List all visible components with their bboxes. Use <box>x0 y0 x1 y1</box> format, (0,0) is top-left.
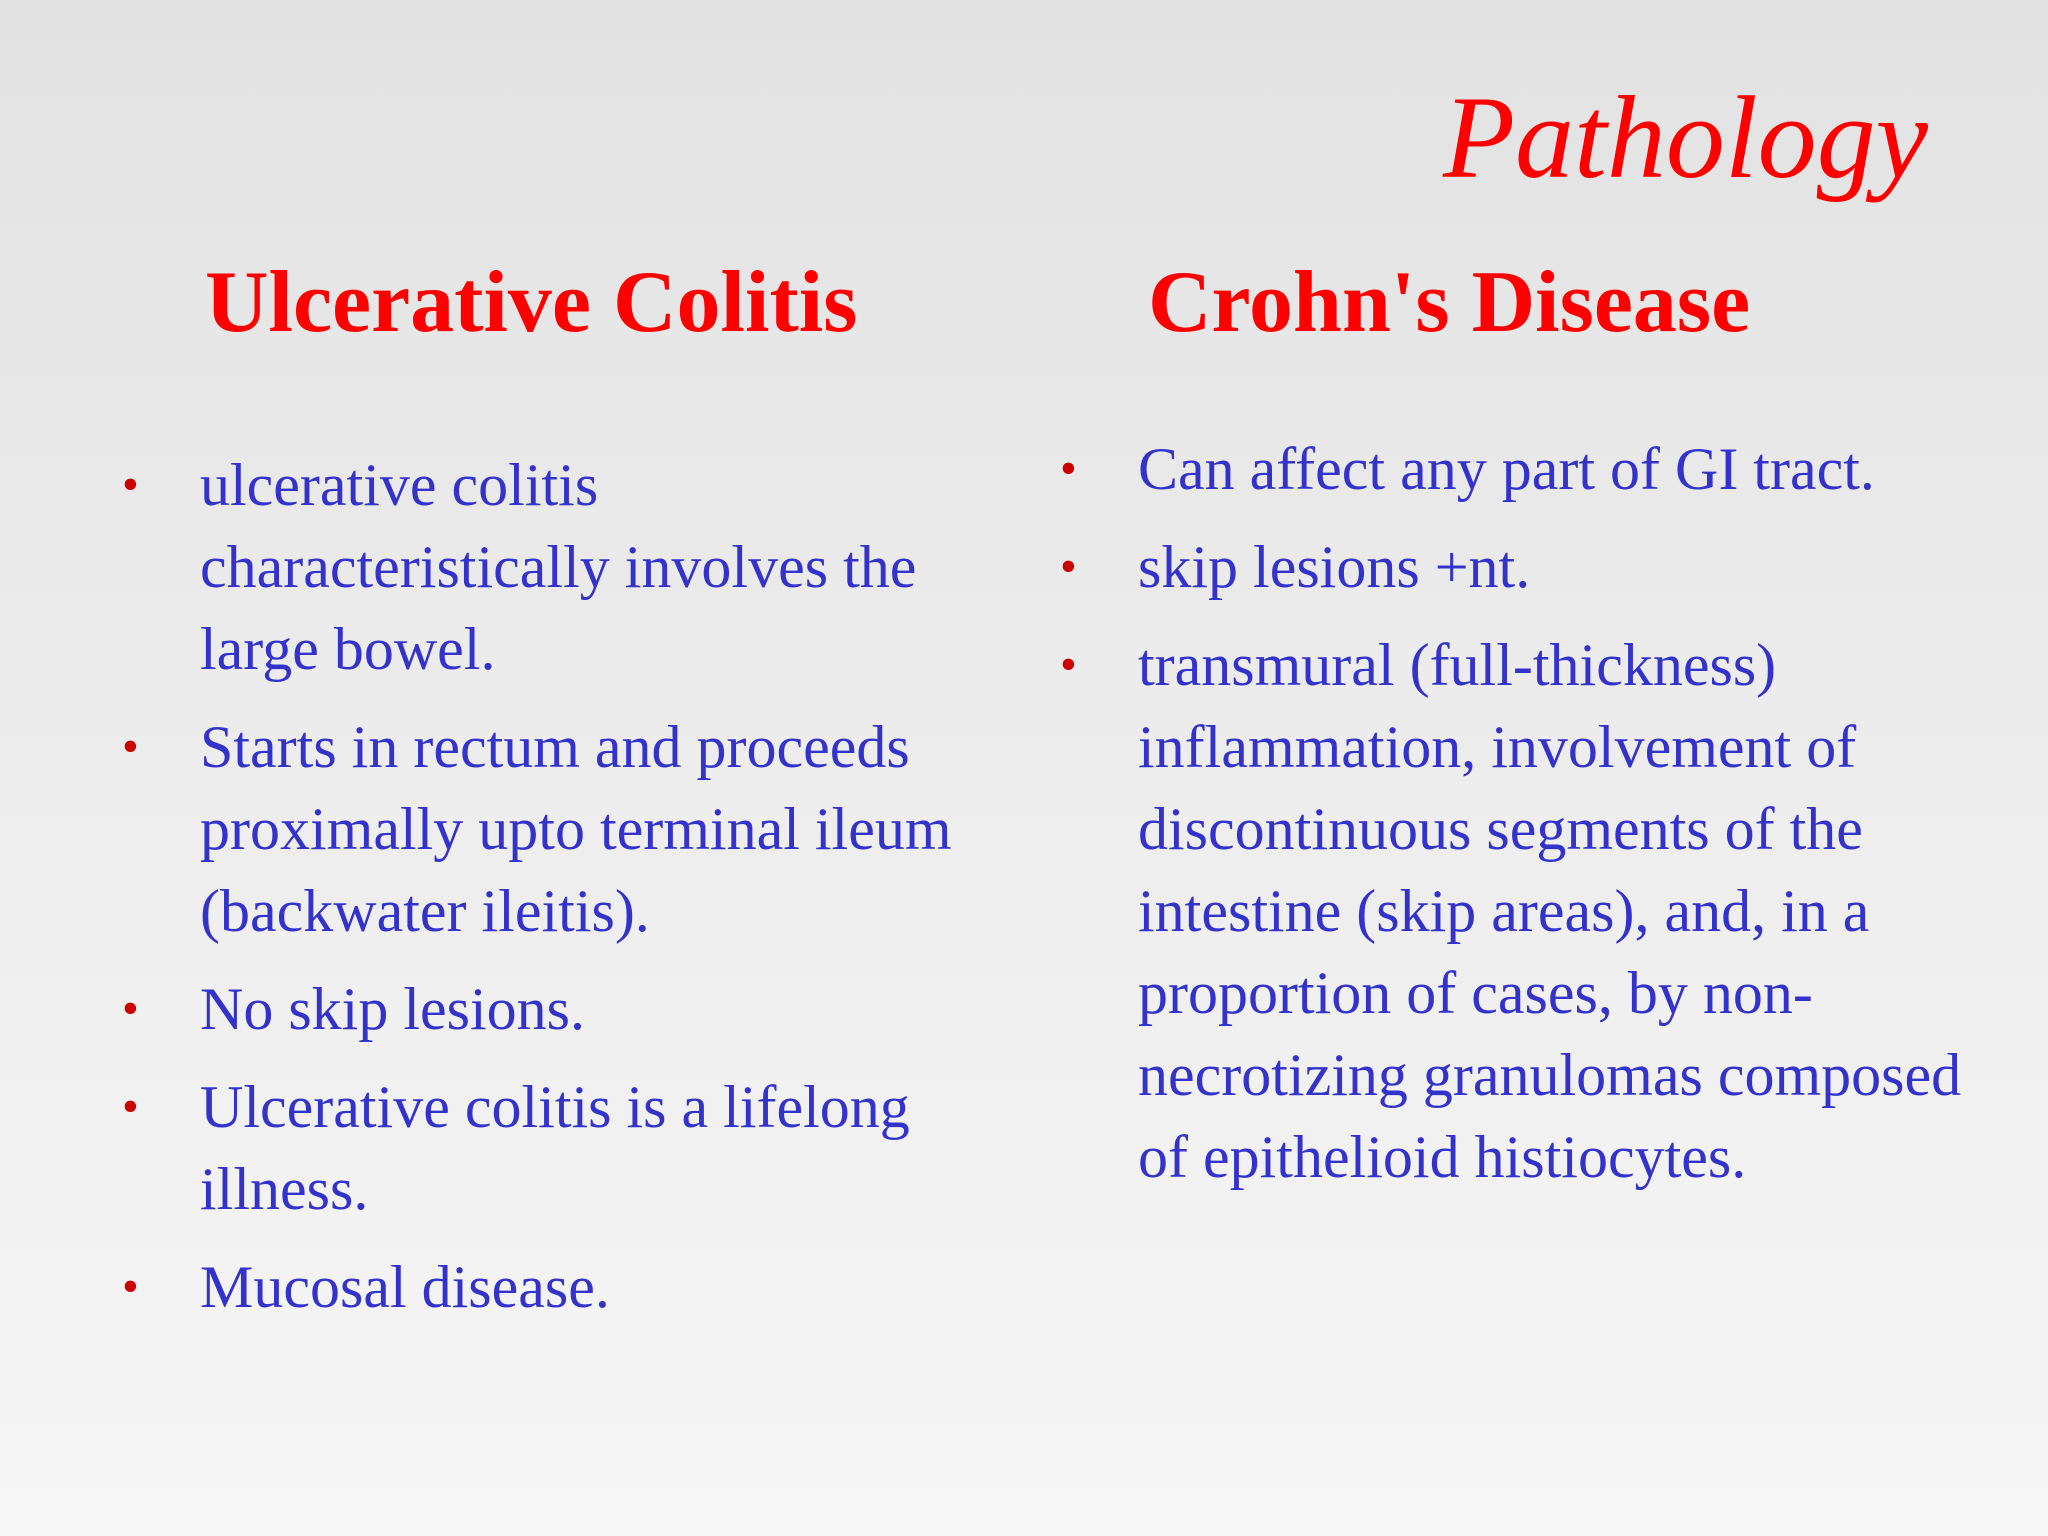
bullet-text: Mucosal disease. <box>200 1254 610 1320</box>
list-item <box>1060 624 1978 1198</box>
bullet-icon: • <box>1060 442 1077 495</box>
bullet-list <box>1060 428 1978 1214</box>
list-item <box>122 706 980 952</box>
list-item <box>1060 526 1978 608</box>
bullet-text: No skip lesions. <box>200 976 586 1042</box>
bullet-text: skip lesions +nt. <box>1138 534 1531 600</box>
bullet-text: Can affect any part of GI tract. <box>1138 436 1875 502</box>
column-heading: Ulcerative Colitis <box>205 254 858 351</box>
bullet-text: Ulcerative colitis is a lifelong illness. <box>200 1074 910 1222</box>
slide-title: Pathology <box>1442 72 1928 203</box>
list-item <box>122 968 980 1050</box>
bullet-icon: • <box>122 458 139 511</box>
bullet-text: transmural (full-thickness) inflammation, involvement of discontinuous segments of the intestine (skip areas), and, in a proportion of cases, by non-necrotizing granulomas composed of epithelioid histiocytes. <box>1138 632 1962 1190</box>
bullet-icon: • <box>122 1080 139 1133</box>
bullet-text: ulcerative colitis characteristically involves the large bowel. <box>200 452 917 682</box>
list-item <box>122 1066 980 1230</box>
bullet-icon: • <box>1060 638 1077 691</box>
list-item <box>122 1246 980 1328</box>
bullet-icon: • <box>1060 540 1077 593</box>
bullet-icon: • <box>122 1260 139 1313</box>
column-heading: Crohn's Disease <box>1148 254 1751 351</box>
list-item <box>1060 428 1978 510</box>
bullet-list <box>122 444 980 1344</box>
bullet-icon: • <box>122 982 139 1035</box>
list-item <box>122 444 980 690</box>
bullet-icon: • <box>122 720 139 773</box>
bullet-text: Starts in rectum and proceeds proximally upto terminal ileum (backwater ileitis). <box>200 714 952 944</box>
